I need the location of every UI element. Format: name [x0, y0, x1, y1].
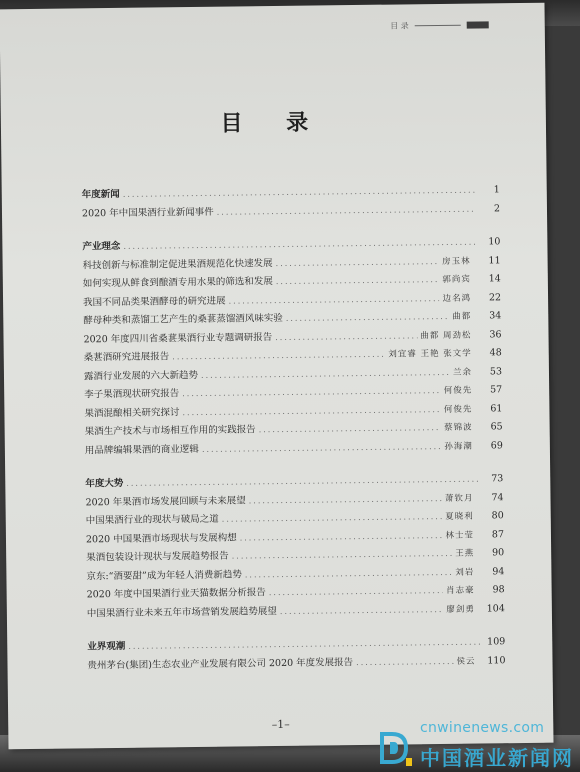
- entry-page-number: 53: [489, 365, 503, 377]
- leader-dots: [280, 604, 444, 615]
- entry-page-number: 2: [493, 202, 501, 214]
- entry-page-number: 36: [489, 328, 502, 340]
- leader-dots: [202, 441, 442, 453]
- entry-title: 用品牌编辑果酒的商业逻辑: [84, 443, 199, 456]
- section-label: 业界观潮: [87, 640, 126, 653]
- leader-dots: [356, 656, 453, 666]
- header-rule: [415, 25, 461, 27]
- entry-page-number: 87: [491, 528, 505, 540]
- leader-dots: [222, 512, 443, 524]
- section-label: 年度大势: [85, 477, 124, 490]
- entry-page-number: 14: [488, 273, 501, 285]
- book-page: [0, 3, 553, 750]
- entry-author: 廖剑勇: [446, 604, 475, 615]
- entry-title: 贵州茅台(集团)生态农业产业发展有限公司 2020 年度发展报告: [87, 656, 354, 671]
- entry-page-number: 74: [491, 491, 504, 503]
- watermark: [378, 710, 580, 772]
- entry-page-number: 104: [486, 602, 505, 614]
- watermark-url: cnwinenews.com: [420, 720, 545, 736]
- leader-dots: [217, 204, 475, 216]
- section-label: 产业理念: [82, 240, 121, 253]
- entry-title: 2020 年度中国果酒行业天猫数据分析报告: [86, 587, 266, 601]
- entry-title: 如何实现从鲜食到酿酒专用水果的筛选和发展: [82, 276, 273, 290]
- entry-author: 夏晓利: [445, 511, 474, 522]
- entry-author: 兰余: [452, 367, 473, 378]
- leader-dots: [182, 404, 441, 416]
- leader-dots: [249, 493, 442, 504]
- entry-author: 林士莹: [445, 530, 475, 541]
- entry-author: 萧钦月: [444, 493, 474, 504]
- leader-dots: [275, 331, 417, 342]
- section-page-number: 1: [493, 184, 500, 196]
- entry-page-number: 80: [491, 510, 504, 522]
- page-number-footer: –1–: [271, 717, 290, 732]
- entry-author: 曲都: [452, 311, 472, 322]
- entry-title: 我国不同品类果酒酵母的研究进展: [83, 295, 226, 308]
- entry-page-number: 22: [488, 291, 502, 303]
- running-header-text: 目 录: [390, 21, 409, 31]
- watermark-site-name: 中国酒业新闻网: [420, 746, 574, 770]
- leader-dots: [201, 367, 450, 379]
- entry-author: 孙海潮: [444, 441, 473, 452]
- toc-section: [82, 233, 503, 460]
- entry-title: 果酒混酿相关研究探讨: [84, 406, 180, 419]
- entry-author: 边名鸿: [442, 293, 472, 304]
- leader-dots: [276, 275, 440, 286]
- page-title: 目 录: [220, 109, 327, 137]
- watermark-logo-icon: [378, 728, 414, 768]
- section-page-number: 10: [488, 236, 501, 248]
- entry-page-number: 48: [489, 347, 502, 359]
- entry-title: 酵母种类和蒸馏工艺产生的桑葚蒸馏酒风味实验: [83, 312, 283, 327]
- leader-dots: [126, 475, 478, 488]
- leader-dots: [232, 549, 453, 561]
- entry-page-number: 98: [492, 584, 505, 596]
- entry-page-number: 61: [490, 402, 503, 414]
- entry-page-number: 94: [492, 565, 505, 577]
- entry-author: 蔡锦波: [444, 422, 473, 433]
- entry-page-number: 90: [492, 547, 505, 559]
- entry-page-number: 34: [489, 310, 502, 322]
- section-label: 年度新闻: [81, 188, 120, 201]
- leader-dots: [182, 386, 441, 398]
- leader-dots: [269, 586, 443, 597]
- toc-section: [85, 470, 505, 623]
- toc-section: [87, 633, 505, 675]
- leader-dots: [286, 312, 450, 323]
- entry-author: 何俊先: [443, 385, 473, 396]
- entry-page-number: 57: [490, 384, 503, 396]
- entry-title: 2020 中国果酒市场现状与发展构想: [85, 531, 237, 545]
- section-page-number: 73: [491, 473, 504, 485]
- entry-title: 2020 年中国果酒行业新闻事件: [81, 206, 214, 219]
- entry-title: 2020 年果酒市场发展回顾与未来展望: [85, 494, 246, 508]
- entry-author: 郭尚宾: [442, 274, 471, 285]
- entry-page-number: 69: [490, 439, 503, 451]
- entry-page-number: 11: [488, 254, 501, 266]
- running-header: [390, 19, 489, 31]
- entry-title: 科技创新与标准制定促进果酒规范化快速发展: [82, 257, 273, 271]
- toc-entry[interactable]: [87, 652, 505, 676]
- entry-author: 侯云: [456, 656, 476, 667]
- toc-section: [82, 181, 500, 223]
- entry-page-number: 110: [487, 654, 506, 666]
- entry-title: 中国果酒行业未来五年市场营销发展趋势展望: [86, 605, 277, 619]
- leader-dots: [229, 294, 440, 306]
- entry-title: 京东:“酒要甜”成为年轻人消费新趋势: [86, 568, 242, 582]
- entry-author: 刘宜睿 王艳 张文学: [388, 348, 472, 360]
- section-page-number: 109: [487, 636, 506, 648]
- entry-title: 中国果酒行业的现状与破局之道: [85, 513, 219, 527]
- leader-dots: [245, 567, 453, 579]
- table-of-contents: [82, 181, 506, 690]
- leader-dots: [123, 186, 475, 199]
- entry-title: 露酒行业发展的六大新趋势: [83, 369, 199, 382]
- leader-dots: [259, 423, 442, 434]
- entry-author: 肖志豪: [446, 585, 475, 596]
- entry-page-number: 65: [490, 421, 503, 433]
- entry-title: 桑葚酒研究进展报告: [83, 351, 170, 364]
- entry-author: 王燕: [455, 548, 475, 559]
- toc-entry[interactable]: [87, 600, 505, 624]
- entry-title: 果酒包装设计现状与发展趋势报告: [86, 550, 229, 564]
- entry-title: 2020 年度四川省桑葚果酒行业专题调研报告: [83, 331, 273, 345]
- toc-entry[interactable]: [85, 437, 503, 461]
- leader-dots: [276, 257, 440, 268]
- entry-title: 李子果酒现状研究报告: [84, 388, 180, 401]
- entry-author: 刘岩: [455, 567, 475, 578]
- leader-dots: [123, 238, 475, 251]
- leader-dots: [240, 530, 443, 541]
- entry-author: 曲都 周劲松: [420, 330, 472, 341]
- toc-entry[interactable]: [82, 200, 500, 224]
- header-block: [467, 21, 489, 28]
- entry-title: 果酒生产技术与市场相互作用的实践报告: [84, 424, 256, 438]
- entry-author: 房玉林: [442, 256, 471, 267]
- leader-dots: [172, 350, 385, 362]
- entry-author: 何俊先: [443, 404, 473, 415]
- leader-dots: [128, 638, 480, 651]
